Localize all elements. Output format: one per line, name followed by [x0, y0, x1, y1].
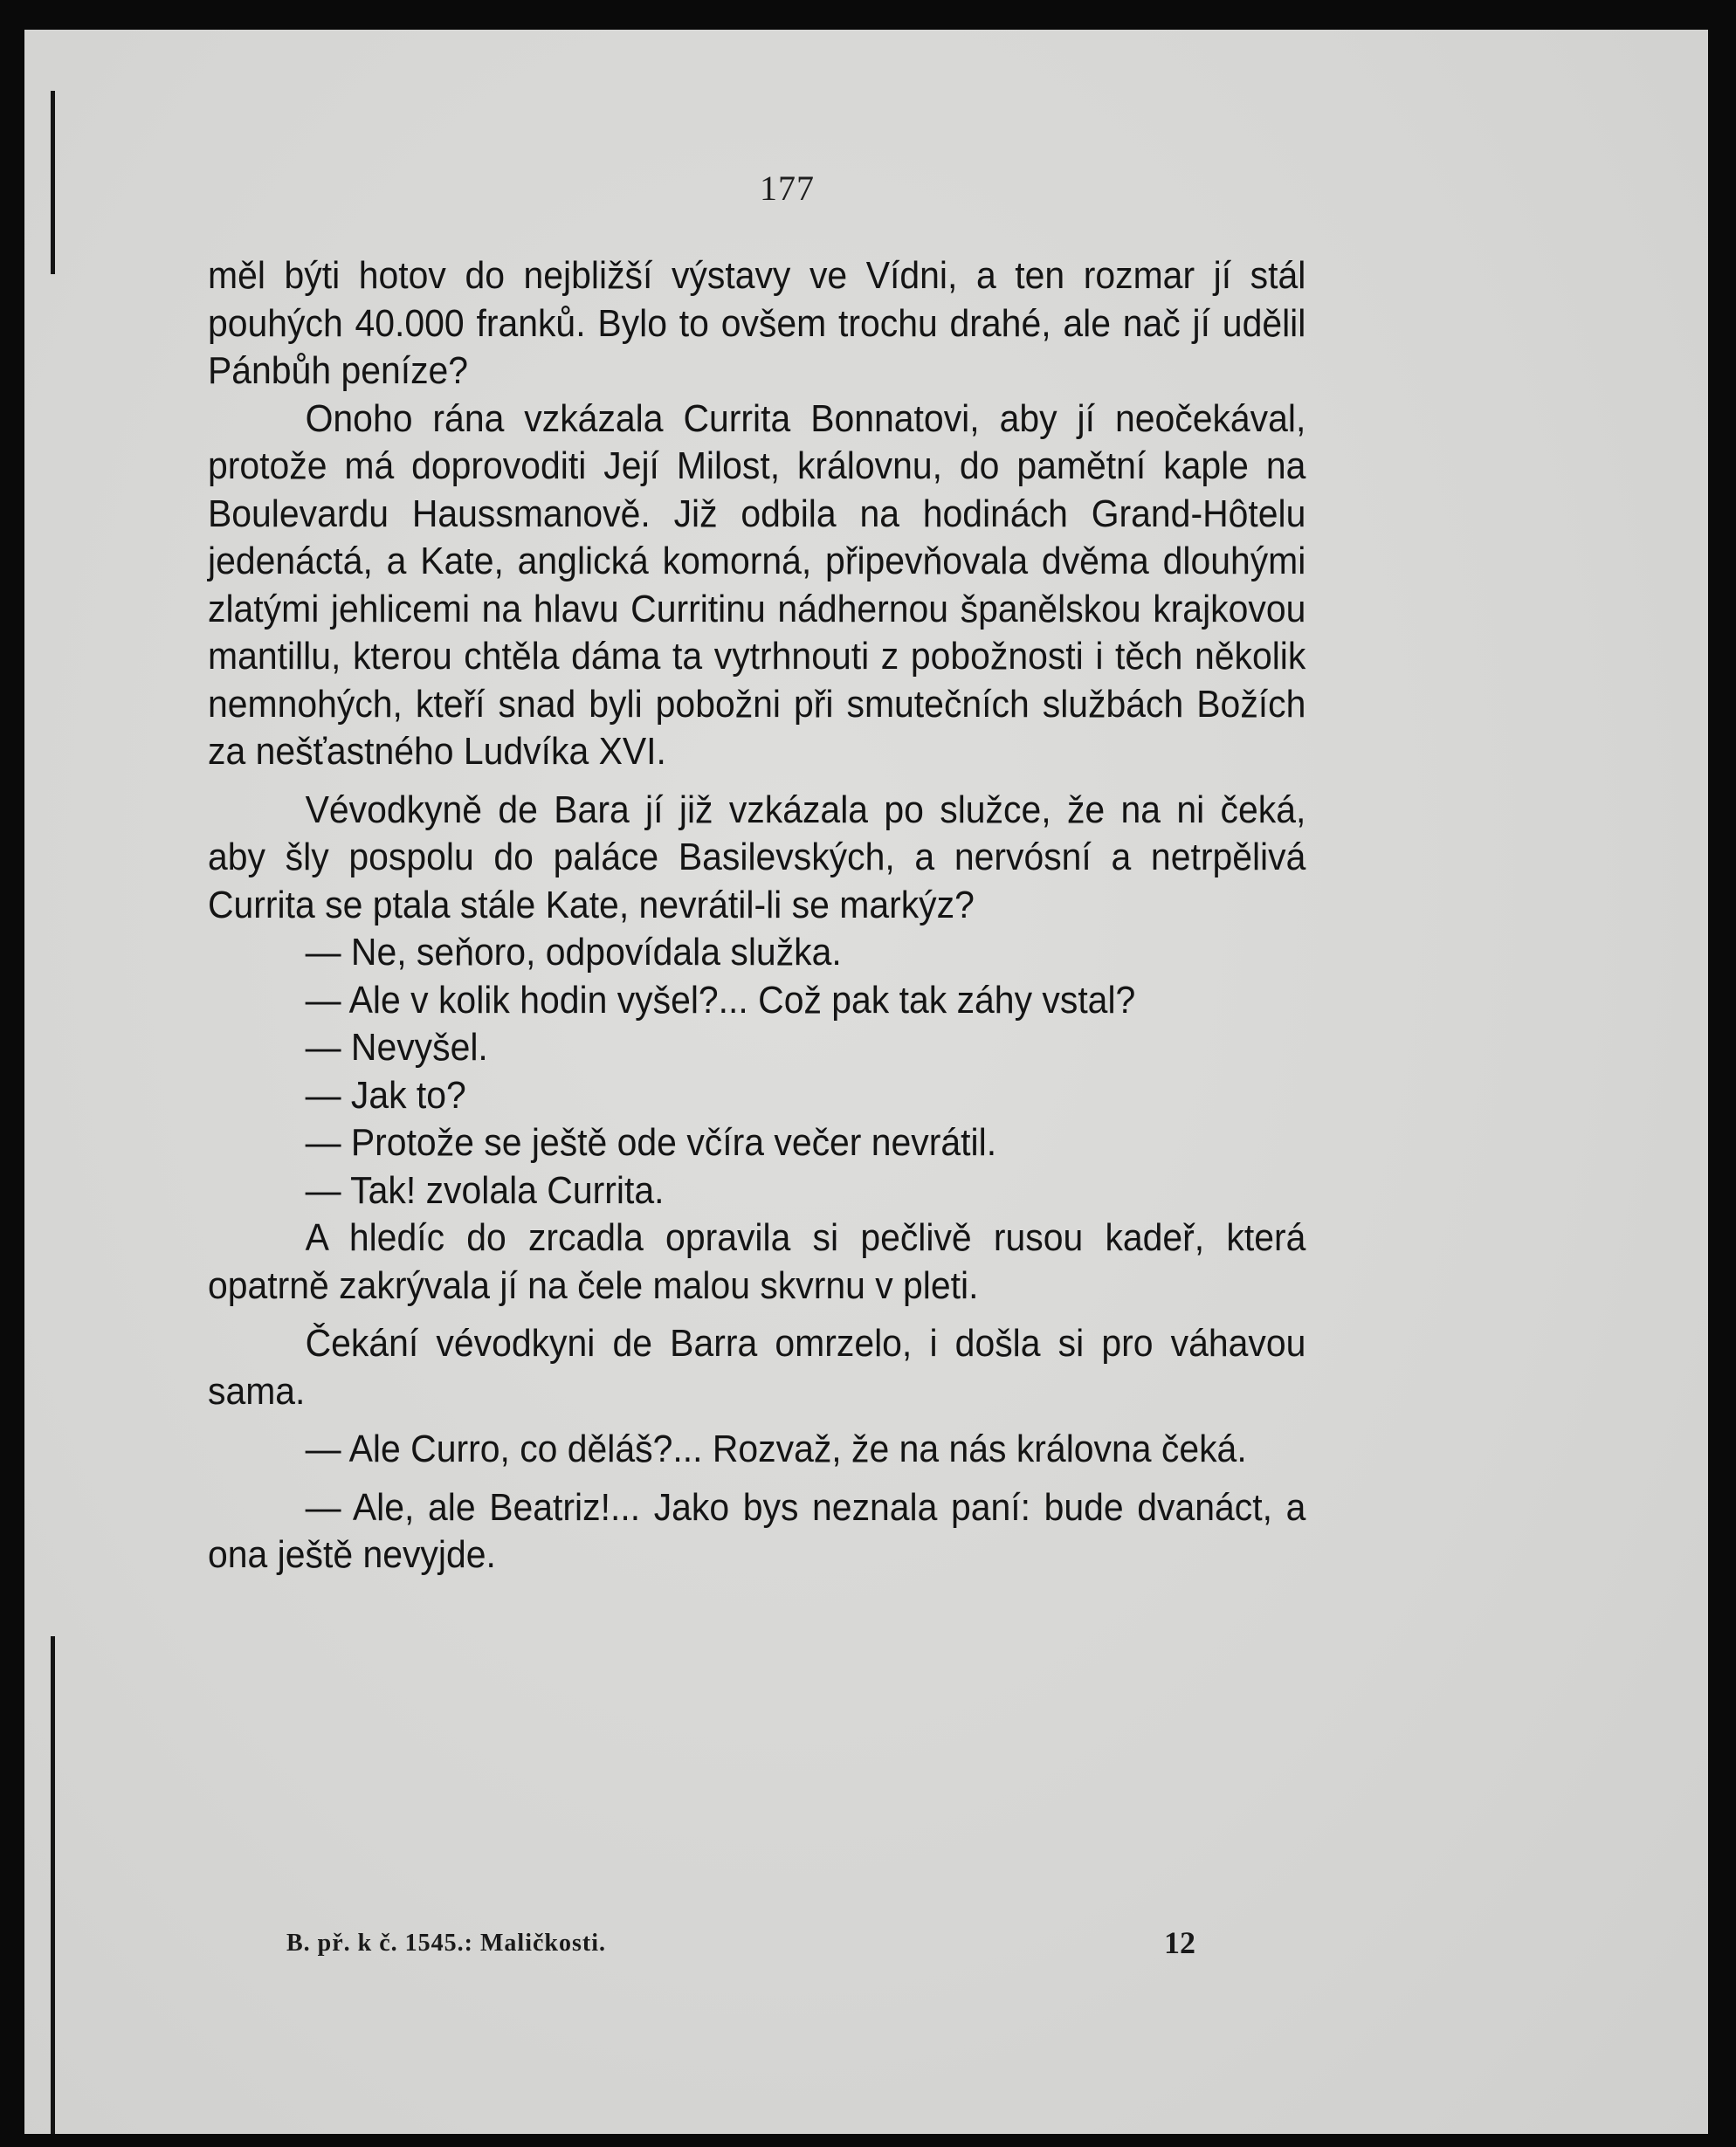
- dialogue-line: — Nevyšel.: [305, 1026, 488, 1069]
- paragraph: Onoho rána vzkázala Currita Bonnatovi, aby jí neočekával, protože má doprovoditi Její Milost, královnu, do pamětní kaple na Boulevardu Haussmanově. Již odbila na hodinách Grand-Hôtelu jedenáctá, a Kate, anglická komorná, připevňovala dvěma dlouhými zlatými jehlicemi na hlavu Curritinu nádhernou španělskou krajkovou mantillu, kterou chtěla dáma ta vytrhnouti z pobožnosti i těch několik nemnohých, kteří snad byli pobožni při smutečních službách Božích za nešťastného Ludvíka XVI.: [208, 396, 1306, 773]
- dialogue-line: — Ale v kolik hodin vyšel?... Což pak tak záhy vstal?: [305, 978, 1136, 1022]
- body-text: [208, 252, 1305, 1579]
- paragraph: Vévodkyně de Bara jí již vzkázala po služce, že na ni čeká, aby šly pospolu do paláce Basilevských, a nervósní a netrpělivá Currita se ptala stále Kate, nevrátil-li se markýz?: [208, 788, 1306, 926]
- sheet-number: 12: [1164, 1925, 1195, 1960]
- dialogue-line: — Jak to?: [305, 1073, 466, 1117]
- dialogue-line: — Ne, seňoro, odpovídala služka.: [305, 931, 842, 974]
- scanned-page: [24, 30, 1708, 2134]
- paragraph: A hledíc do zrcadla opravila si pečlivě rusou kadeř, která opatrně zakrývala jí na čele malou skvrnu v pleti.: [208, 1216, 1306, 1307]
- dialogue-line: — Ale Curro, co děláš?... Rozvaž, že na nás královna čeká.: [305, 1428, 1247, 1470]
- page-number: 177: [760, 169, 815, 208]
- dialogue-line: — Ale, ale Beatriz!... Jako bys neznala paní: bude dvanáct, a ona ještě nevyjde.: [208, 1485, 1306, 1576]
- paragraph: Čekání vévodkyni de Barra omrzelo, i došla si pro váhavou sama.: [208, 1322, 1306, 1413]
- binding-edge-shadow: [51, 1636, 55, 2134]
- binding-edge-shadow: [51, 91, 55, 274]
- dialogue-line: — Protože se ještě ode včíra večer nevrátil.: [305, 1121, 997, 1164]
- page-footer: [286, 1924, 1230, 1968]
- paragraph: měl býti hotov do nejbližší výstavy ve Vídni, a ten rozmar jí stál pouhých 40.000 franků. Bylo to ovšem trochu drahé, ale nač jí udělil Pánbůh peníze?: [208, 254, 1306, 392]
- dialogue-line: — Tak! zvolala Currita.: [305, 1168, 665, 1212]
- printer-signature: B. př. k č. 1545.: Maličkosti.: [286, 1930, 606, 1957]
